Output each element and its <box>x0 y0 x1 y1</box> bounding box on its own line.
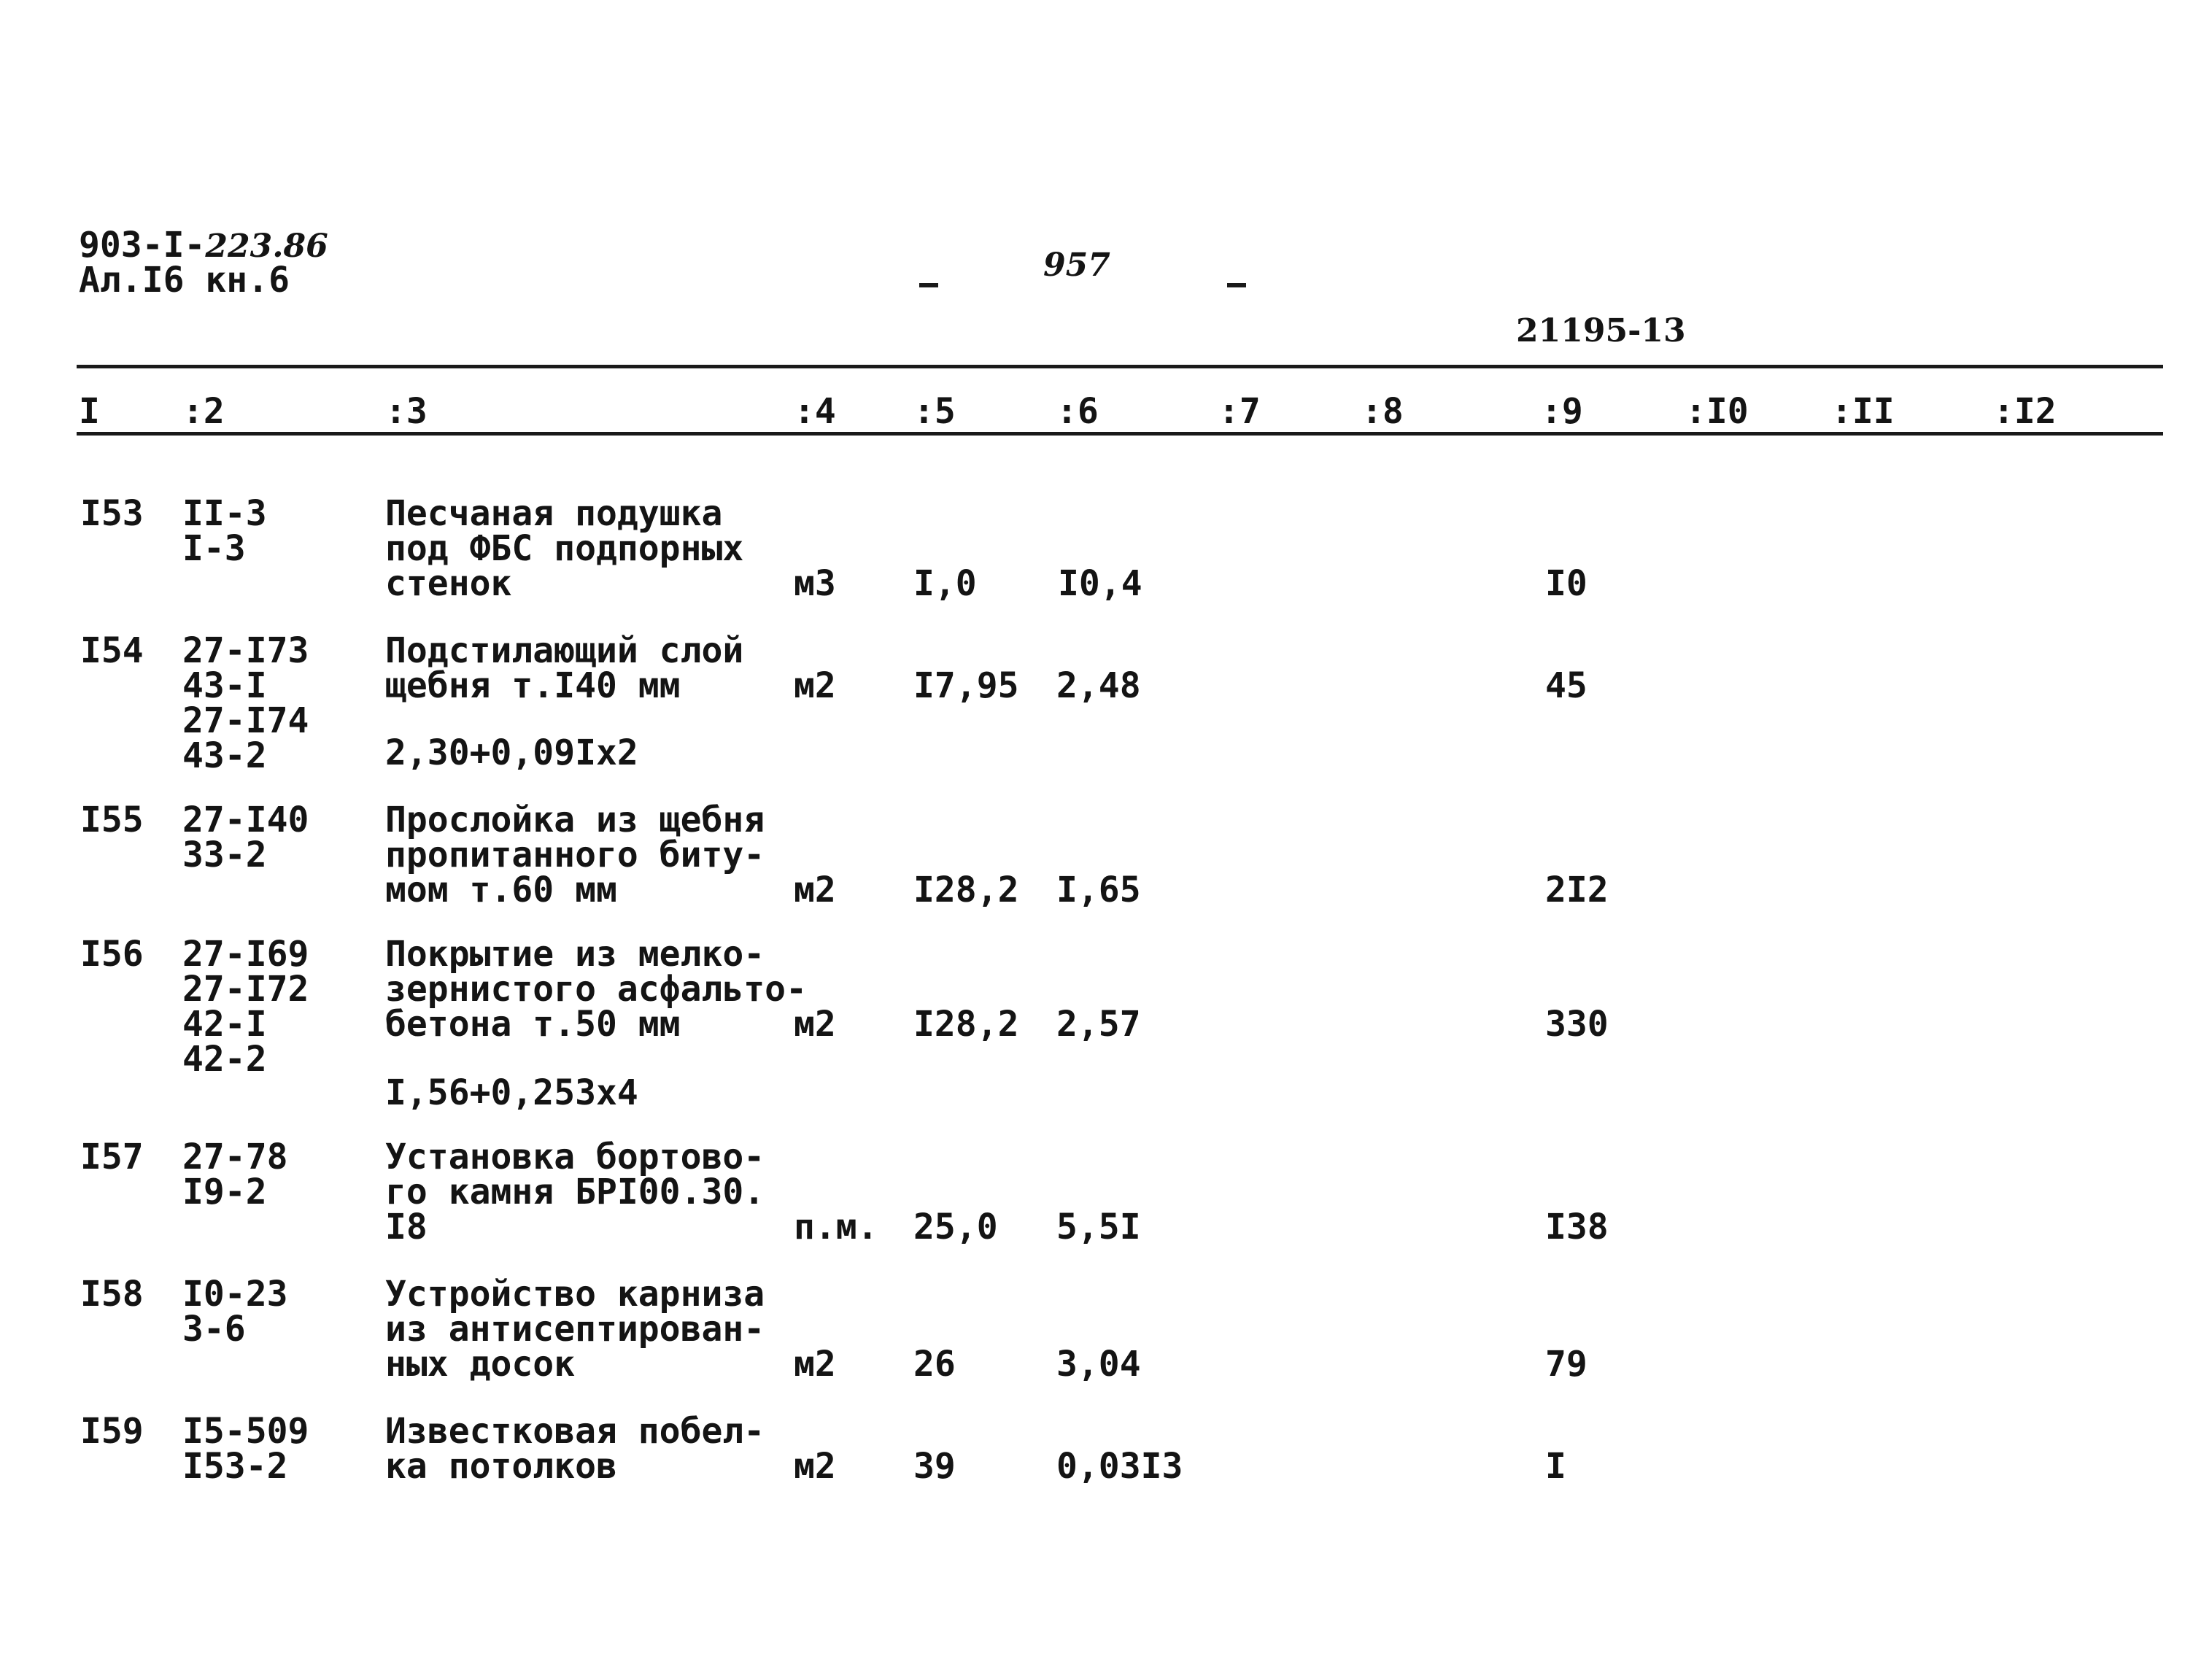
column-header-11: :II <box>1831 391 1895 432</box>
row-quantity: I7,95 <box>913 665 1019 706</box>
row-unit-price: 0,03I3 <box>1056 1446 1183 1487</box>
column-header-3: :3 <box>385 391 428 432</box>
row-unit: п.м. <box>794 1207 878 1247</box>
row-total: I0 <box>1545 563 1588 604</box>
column-header-6: :6 <box>1056 391 1099 432</box>
row-unit: м2 <box>794 665 836 706</box>
table-top-rule <box>77 365 2163 368</box>
row-calculation: I,56+0,253х4 <box>385 1072 638 1113</box>
row-total: I <box>1545 1446 1566 1487</box>
row-unit-price: I0,4 <box>1058 563 1142 604</box>
column-header-12: :I2 <box>1993 391 2057 432</box>
row-number: I58 <box>80 1274 144 1315</box>
row-total: 45 <box>1545 665 1588 706</box>
row-unit-price: 5,5I <box>1056 1207 1141 1247</box>
document-code <box>79 225 328 266</box>
row-unit: м3 <box>794 563 836 604</box>
row-unit-price: 2,57 <box>1056 1004 1141 1045</box>
column-header-2: :2 <box>182 391 225 432</box>
row-code: 27-78 I9-2 <box>182 1137 288 1212</box>
column-header-10: :I0 <box>1685 391 1749 432</box>
row-quantity: I,0 <box>913 563 977 604</box>
row-number: I59 <box>80 1411 144 1452</box>
row-unit: м2 <box>794 870 836 910</box>
row-quantity: 39 <box>913 1446 956 1487</box>
row-unit: м2 <box>794 1446 836 1487</box>
table-header-rule <box>77 432 2163 436</box>
row-description: Покрытие из мелко- зернистого асфальто- бетона т.50 мм <box>385 934 807 1045</box>
row-unit-price: 3,04 <box>1056 1344 1141 1385</box>
row-total: 79 <box>1545 1344 1588 1385</box>
row-number: I56 <box>80 934 144 975</box>
row-code: 27-I69 27-I72 42-I 42-2 <box>182 934 309 1080</box>
row-number: I53 <box>80 493 144 534</box>
row-description: Подстилающий слой щебня т.I40 мм <box>385 630 744 706</box>
page-number: 957 <box>1043 247 1110 284</box>
row-unit: м2 <box>794 1004 836 1045</box>
row-quantity: 26 <box>913 1344 956 1385</box>
column-header-7: :7 <box>1218 391 1261 432</box>
row-description: Известковая побел- ка потолков <box>385 1411 765 1487</box>
row-quantity: I28,2 <box>913 870 1019 910</box>
row-code: I0-23 3-6 <box>182 1274 288 1350</box>
row-description: Прослойка из щебня пропитанного биту- мом т.60 мм <box>385 800 765 910</box>
document-code-handwritten: 223.86 <box>205 228 328 265</box>
page-number-dash-left <box>919 283 938 287</box>
row-unit-price: 2,48 <box>1056 665 1141 706</box>
row-code: 27-I40 33-2 <box>182 800 309 875</box>
page-number-dash-right <box>1227 283 1246 287</box>
row-number: I55 <box>80 800 144 840</box>
row-total: 330 <box>1545 1004 1609 1045</box>
row-total: I38 <box>1545 1207 1609 1247</box>
column-header-4: :4 <box>794 391 836 432</box>
album-line: Ал.I6 кн.6 <box>79 260 290 301</box>
column-header-9: :9 <box>1541 391 1583 432</box>
row-description: Устройство карниза из антисептирован- ных досок <box>385 1274 765 1385</box>
row-quantity: I28,2 <box>913 1004 1019 1045</box>
row-number: I54 <box>80 630 144 671</box>
row-number: I57 <box>80 1137 144 1177</box>
row-unit: м2 <box>794 1344 836 1385</box>
row-code: 27-I73 43-I 27-I74 43-2 <box>182 630 309 776</box>
row-total: 2I2 <box>1545 870 1609 910</box>
column-header-1: I <box>79 391 100 432</box>
row-description: Песчаная подушка под ФБС подпорных стенок <box>385 493 744 604</box>
inventory-number: 21195-13 <box>1516 312 1686 349</box>
row-calculation: 2,30+0,09Iх2 <box>385 732 638 773</box>
row-description: Установка бортово- го камня БРI00.30. I8 <box>385 1137 765 1247</box>
row-code: II-3 I-3 <box>182 493 267 569</box>
document-code-prefix: 903-I- <box>79 225 206 266</box>
column-header-5: :5 <box>913 391 956 432</box>
row-unit-price: I,65 <box>1056 870 1141 910</box>
column-header-8: :8 <box>1361 391 1404 432</box>
row-code: I5-509 I53-2 <box>182 1411 309 1487</box>
row-quantity: 25,0 <box>913 1207 998 1247</box>
